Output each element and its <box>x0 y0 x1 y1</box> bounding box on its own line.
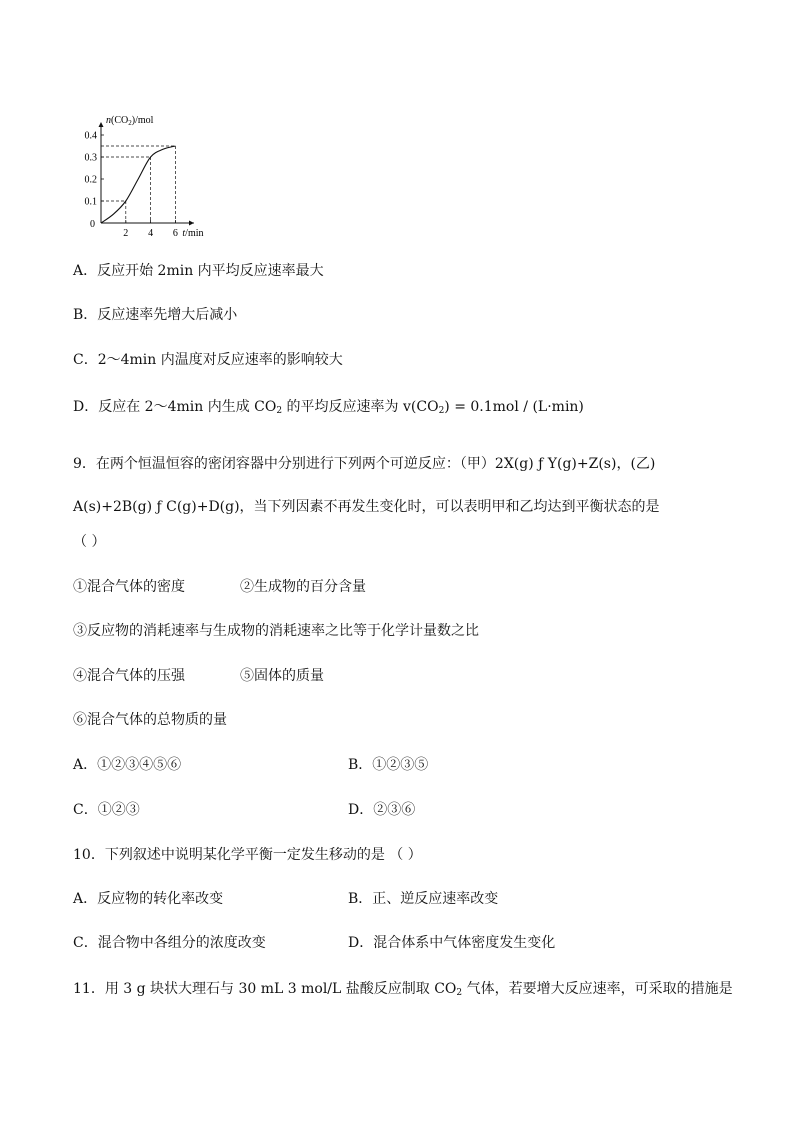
q9-answer-paren: （ ） <box>73 534 106 550</box>
x-tick-label: 2 <box>123 228 129 239</box>
q8-option-b: B．反应速率先增大后减小 <box>73 307 238 323</box>
q8-option-a: A．反应开始 2min 内平均反应速率最大 <box>73 263 324 279</box>
y-tick-label: 0.2 <box>84 174 97 186</box>
x-axis-label: t/min <box>182 228 204 239</box>
co2-amount-chart <box>84 110 224 240</box>
chart-plot-area <box>85 122 204 239</box>
q9-item-6: ⑥混合气体的总物质的量 <box>73 712 227 728</box>
q9-option-a: A．①②③④⑤⑥ <box>73 757 182 773</box>
q9-item-2: ②生成物的百分含量 <box>240 579 366 595</box>
q9-item-4: ④混合气体的压强 <box>73 668 185 684</box>
y-tick-label: 0.4 <box>84 130 97 142</box>
q10-option-a: A．反应物的转化率改变 <box>73 891 224 907</box>
q9-option-c: C．①②③ <box>73 802 140 818</box>
q9-item-5: ⑤固体的质量 <box>240 668 324 684</box>
y-tick-label: 0.1 <box>84 196 97 208</box>
q10-option-d: D．混合体系中气体密度发生变化 <box>348 935 556 951</box>
q10-option-b: B．正、逆反应速率改变 <box>348 891 499 907</box>
q11-stem: 11．用 3 g 块状大理石与 30 mL 3 mol/L 盐酸反应制取 $CO_2$ 气体，若要增大反应速率，可采取的措施是 <box>73 981 733 998</box>
q9-item-1: ①混合气体的密度 <box>73 579 185 595</box>
q9-option-b: B．①②③⑤ <box>348 757 429 773</box>
y-axis-label: $n(CO_2)$/mol <box>106 115 154 127</box>
q8-option-c: C．2～4min 内温度对反应速率的影响较大 <box>73 352 343 368</box>
origin-label: 0 <box>90 219 95 230</box>
q8-option-d: D．反应在 2～4min 内生成 $CO_2$ 的平均反应速率为 $v(CO_2) = 0.1mol / (L\cdot\min)$ <box>73 399 584 416</box>
q9-stem-line1: 9．在两个恒温恒容的密闭容器中分别进行下列两个可逆反应：（甲）2X(g) ƒ Y(g)+Z(s)，(乙) <box>73 456 656 472</box>
q10-option-c: C．混合物中各组分的浓度改变 <box>73 935 266 951</box>
y-tick-label: 0.3 <box>84 152 97 164</box>
q10-stem: 10．下列叙述中说明某化学平衡一定发生移动的是 （ ） <box>73 847 422 863</box>
x-tick-label: 4 <box>148 228 154 239</box>
x-tick-label: 6 <box>172 228 178 239</box>
y-axis-arrow <box>99 122 104 127</box>
x-axis-arrow <box>189 221 194 226</box>
q9-option-d: D．②③⑥ <box>348 802 416 818</box>
q9-item-3: ③反应物的消耗速率与生成物的消耗速率之比等于化学计量数之比 <box>73 623 479 639</box>
q9-stem-line2: A(s)+2B(g) ƒ C(g)+D(g)，当下列因素不再发生变化时，可以表明甲和乙均达到平衡状态的是 <box>73 499 660 515</box>
co2-curve <box>101 146 175 223</box>
